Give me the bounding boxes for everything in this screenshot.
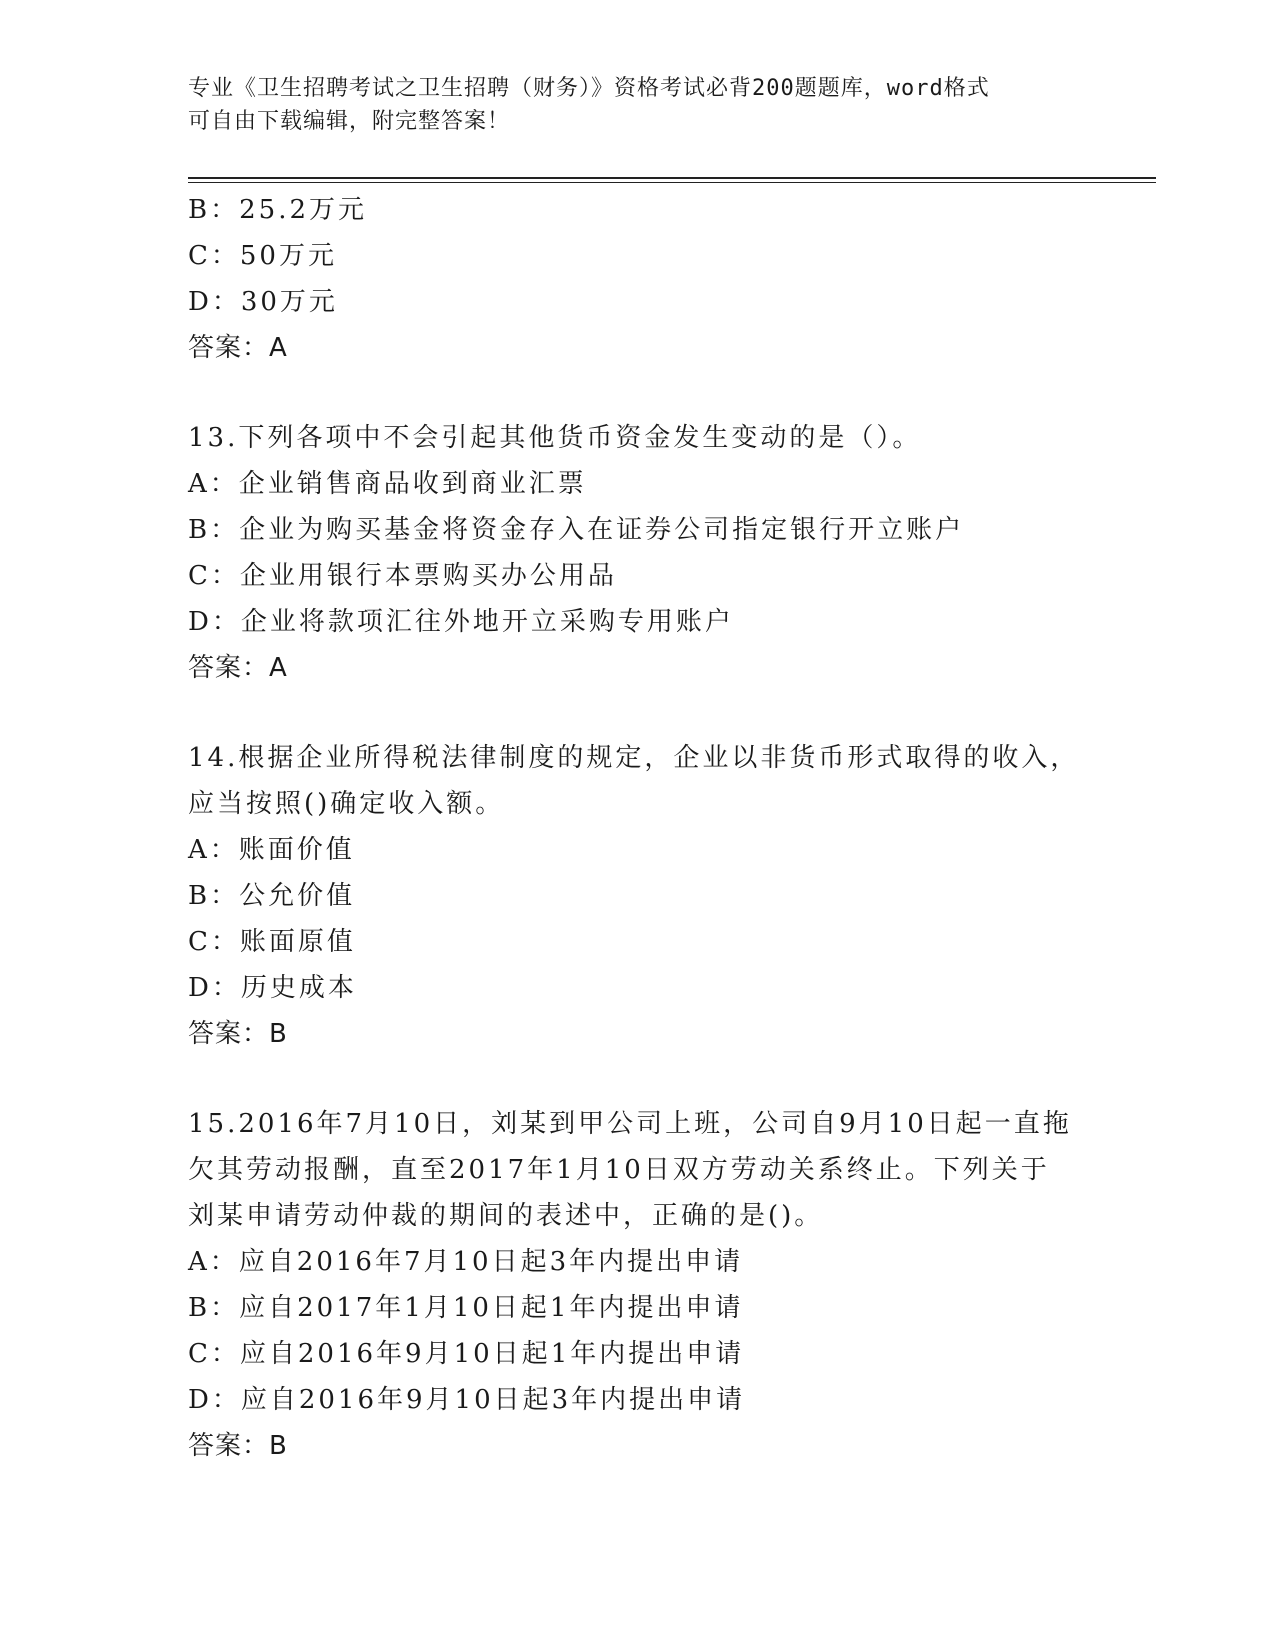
question-text-line-1: 14.根据企业所得税法律制度的规定，企业以非货币形式取得的收入， [188,743,1080,773]
spacer [188,1057,1088,1101]
option-b: B：公允价值 [188,881,356,911]
option-c: C：企业用银行本票购买办公用品 [188,561,617,591]
question-text-line-2: 欠其劳动报酬，直至2017年1月10日双方劳动关系终止。下列关于 [188,1155,1050,1185]
header-title-line-2: 可自由下载编辑，附完整答案！ [188,109,511,134]
option-d: D：企业将款项汇往外地开立采购专用账户 [188,607,734,637]
option-b: B：企业为购买基金将资金存入在证券公司指定银行开立账户 [188,515,965,545]
question-14 [188,735,1088,1057]
option-a: A：应自2016年7月10日起3年内提出申请 [188,1247,744,1277]
spacer [188,691,1088,735]
header-rule-thin [188,182,1156,183]
question-text: 13.下列各项中不会引起其他货币资金发生变动的是（）。 [188,423,922,453]
option-d: D：应自2016年9月10日起3年内提出申请 [188,1385,746,1415]
question-fragment [188,187,1088,371]
question-list [188,187,1088,1469]
question-text-line-1: 15.2016年7月10日，刘某到甲公司上班，公司自9月10日起一直拖 [188,1109,1072,1139]
question-text-line-2: 应当按照()确定收入额。 [188,789,505,819]
option-b: B：25.2万元 [188,195,367,225]
option-c: C：50万元 [188,241,337,271]
answer-label: 答案：A [188,653,288,683]
question-text-line-3: 刘某申请劳动仲裁的期间的表述中，正确的是()。 [188,1201,824,1231]
header-title-line-1: 专业《卫生招聘考试之卫生招聘（财务）》资格考试必背200题题库，word格式 [188,76,990,101]
option-b: B：应自2017年1月10日起1年内提出申请 [188,1293,744,1323]
question-15 [188,1101,1088,1469]
option-c: C：账面原值 [188,927,356,957]
question-13 [188,415,1088,691]
header-rule-thick [188,177,1156,179]
document-header [188,72,1068,138]
option-d: D：历史成本 [188,973,357,1003]
option-a: A：企业销售商品收到商业汇票 [188,469,587,499]
option-c: C：应自2016年9月10日起1年内提出申请 [188,1339,745,1369]
option-a: A：账面价值 [188,835,355,865]
option-d: D：30万元 [188,287,338,317]
spacer [188,371,1088,415]
answer-label: 答案：B [188,1019,288,1049]
answer-label: 答案：A [188,333,288,363]
answer-label: 答案：B [188,1431,288,1461]
